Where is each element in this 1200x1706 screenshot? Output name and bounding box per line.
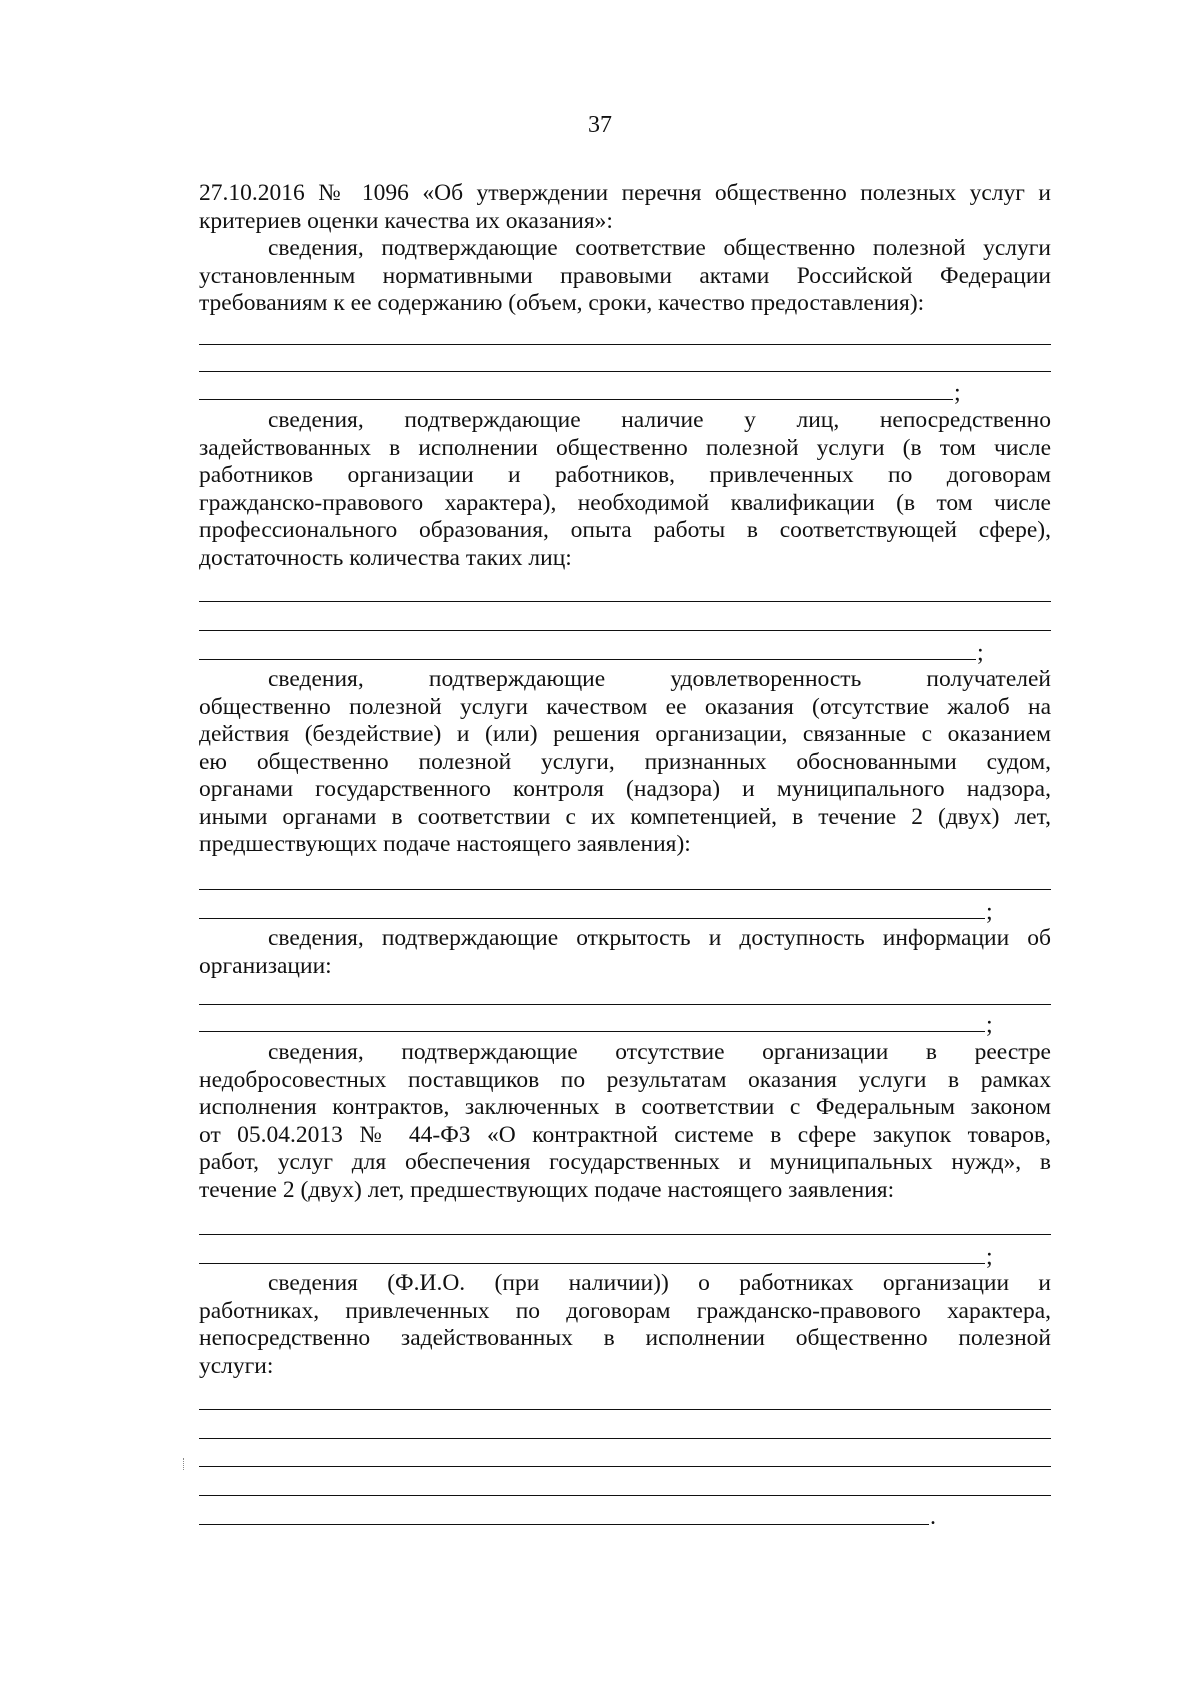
text-line: иными органами в соответствии с их компетенцией, в течение 2 (двух) лет, <box>199 803 1051 830</box>
blank-line[interactable] <box>199 1031 985 1032</box>
blank-line[interactable] <box>199 1004 1051 1005</box>
text-line: предшествующих подаче настоящего заявления): <box>199 831 691 857</box>
text-line: требованиям к ее содержанию (объем, сроки, качество предоставления): <box>199 290 925 316</box>
text-line: установленным нормативными правовыми актами Российской Федерации <box>199 262 1051 289</box>
text-line: сведения, подтверждающие отсутствие организации в реестре <box>268 1039 1051 1065</box>
semicolon-mark: ; <box>977 640 984 666</box>
text-line: ею общественно полезной услуги, признанных обоснованными судом, <box>199 748 1051 775</box>
blank-line[interactable] <box>199 1234 1051 1235</box>
semicolon-mark: ; <box>986 1244 993 1270</box>
semicolon-mark: ; <box>954 380 961 406</box>
blank-line[interactable] <box>199 1466 1051 1467</box>
paragraph-information-openness <box>199 925 1051 980</box>
paragraph-supplier-registry <box>199 1039 1051 1204</box>
margin-mark <box>183 1458 185 1470</box>
text-line: исполнения контрактов, заключенных в соответствии с Федеральным законом <box>199 1094 1051 1120</box>
blank-line[interactable] <box>199 1438 1051 1439</box>
paragraph-recipient-satisfaction <box>199 666 1051 859</box>
text-line: течение 2 (двух) лет, предшествующих подаче настоящего заявления: <box>199 1176 895 1203</box>
blank-line[interactable] <box>199 630 1051 631</box>
text-line: действия (бездействие) и (или) решения организации, связанные с оказанием <box>199 721 1051 747</box>
blank-line[interactable] <box>199 344 1051 345</box>
text-line: гражданско-правового характера), необходимой квалификации (в том числе <box>199 489 1051 516</box>
page-number: 37 <box>588 112 612 138</box>
text-line: сведения, подтверждающие удовлетворенность получателей <box>268 666 1051 692</box>
blank-line[interactable] <box>199 1495 1051 1496</box>
blank-line[interactable] <box>199 1263 985 1264</box>
blank-line[interactable] <box>199 601 1051 602</box>
text-line: сведения, подтверждающие открытость и доступность информации об <box>268 925 1051 951</box>
blank-line[interactable] <box>199 889 1051 890</box>
text-line: профессионального образования, опыта работы в соответствующей сфере), <box>199 517 1051 543</box>
text-line: работ, услуг для обеспечения государственных и муниципальных нужд», в <box>199 1149 1051 1175</box>
semicolon-mark: ; <box>986 1012 993 1038</box>
text-line: задействованных в исполнении общественно полезной услуги (в том числе <box>199 434 1051 461</box>
text-line: критериев оценки качества их оказания»: <box>199 207 613 234</box>
text-line: органами государственного контроля (надзора) и муниципального надзора, <box>199 776 1051 802</box>
text-line: общественно полезной услуги качеством ее оказания (отсутствие жалоб на <box>199 693 1051 720</box>
paragraph-law-reference <box>199 180 1051 235</box>
text-line: сведения, подтверждающие наличие у лиц, непосредственно <box>268 407 1051 433</box>
text-line: сведения (Ф.И.О. (при наличии)) о работниках организации и <box>268 1270 1051 1296</box>
text-line: работников организации и работников, привлеченных по договорам <box>199 462 1051 488</box>
paragraph-staff-qualification <box>199 407 1051 572</box>
semicolon-mark: ; <box>986 899 993 925</box>
paragraph-service-compliance <box>199 235 1051 318</box>
blank-line[interactable] <box>199 659 976 660</box>
paragraph-staff-names <box>199 1270 1051 1380</box>
text-line: сведения, подтверждающие соответствие общественно полезной услуги <box>268 235 1051 261</box>
text-line: организации: <box>199 952 332 979</box>
text-line: работниках, привлеченных по договорам гражданско-правового характера, <box>199 1297 1051 1324</box>
blank-line[interactable] <box>199 399 953 400</box>
text-line: 27.10.2016 № 1096 «Об утверждении перечня общественно полезных услуг и <box>199 180 1051 206</box>
text-line: достаточность количества таких лиц: <box>199 544 572 571</box>
text-line: недобросовестных поставщиков по результатам оказания услуги в рамках <box>199 1066 1051 1093</box>
text-line: непосредственно задействованных в исполнении общественно полезной <box>199 1325 1051 1351</box>
text-line: от 05.04.2013 № 44-ФЗ «О контрактной системе в сфере закупок товаров, <box>199 1121 1051 1148</box>
blank-line[interactable] <box>199 918 985 919</box>
period-mark: . <box>930 1504 936 1530</box>
blank-line[interactable] <box>199 1409 1051 1410</box>
text-line: услуги: <box>199 1352 274 1379</box>
blank-line[interactable] <box>199 371 1051 372</box>
blank-line[interactable] <box>199 1524 929 1525</box>
